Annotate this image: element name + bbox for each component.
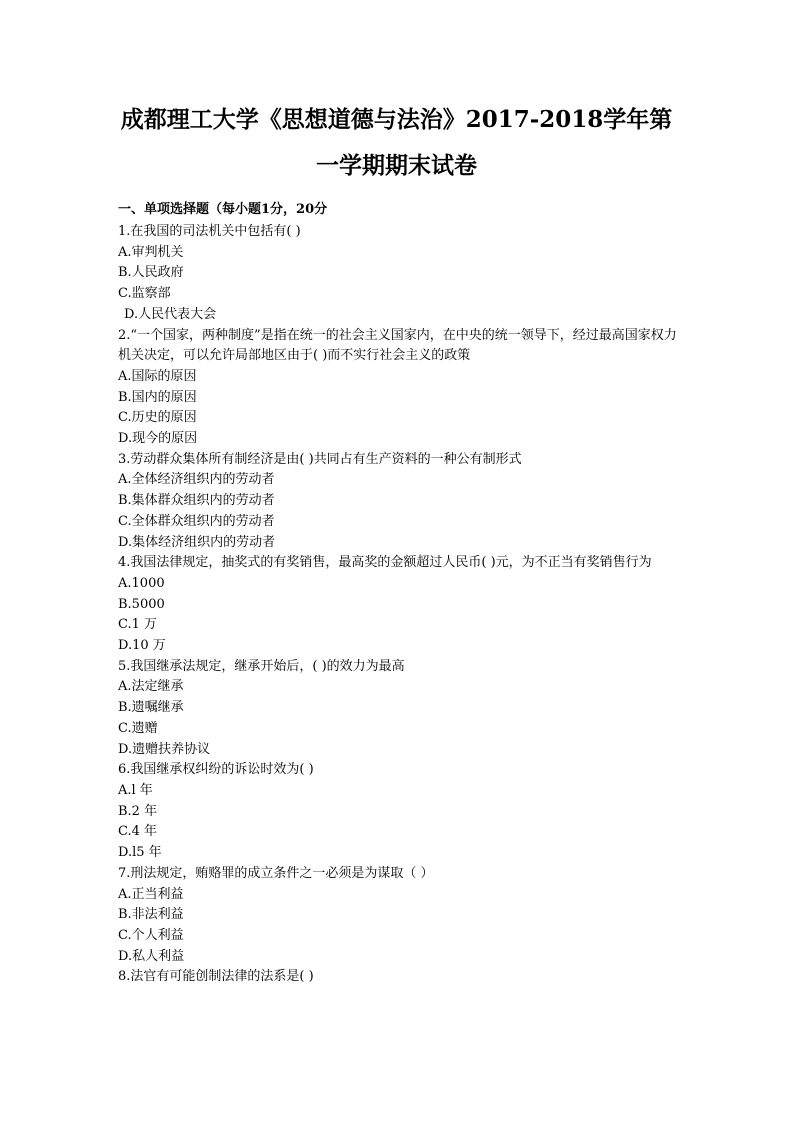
question-7-option-d: D.私人利益 [118,948,185,964]
title-line-1: 成都理工大学《思想道德与法治》2017-2018学年第 [120,106,673,133]
question-5-option-d: D.遗赠扶养协议 [118,741,211,757]
question-2-option-b: B.国内的原因 [118,389,197,405]
question-4-option-d: D.10 万 [118,638,166,654]
question-2-option-d: D.现今的原因 [118,431,198,447]
question-8-text: 8.法官有可能创制法律的法系是( ) [118,969,314,985]
question-4-text: 4.我国法律规定，抽奖式的有奖销售，最高奖的金额超过人民币( )元，为不正当有奖销售行为 [118,555,652,571]
question-5-option-a: A.法定继承 [118,679,184,695]
question-3-option-d: D.集体经济组织内的劳动者 [118,534,276,550]
question-3-text: 3.劳动群众集体所有制经济是由( )共同占有生产资料的一种公有制形式 [118,451,522,467]
question-3-option-b: B.集体群众组织内的劳动者 [118,493,275,509]
question-7-text: 7.刑法规定，贿赂罪的成立条件之一必须是为谋取（ ） [118,865,434,881]
question-4-option-a: A.1000 [118,575,165,591]
question-2-option-c: C.历史的原因 [118,410,197,426]
question-6-option-a: A.l 年 [118,782,153,798]
document-title [100,97,693,189]
title-line-2: 一学期期末试卷 [316,152,477,179]
question-4-option-b: B.5000 [118,596,165,612]
question-3-option-a: A.全体经济组织内的劳动者 [118,472,275,488]
question-5-option-b: B.遗嘱继承 [118,700,184,716]
question-1-text: 1.在我国的司法机关中包括有( ) [118,224,301,239]
section-heading-single-choice: 一、单项选择题（每小题1分，20分 [118,202,328,217]
question-7-option-c: C.个人利益 [118,927,184,943]
question-6-option-b: B.2 年 [118,803,158,819]
question-3-option-c: C.全体群众组织内的劳动者 [118,513,275,529]
question-1-option-a: A.审判机关 [118,244,184,260]
question-2-text: 2.“一个国家，两种制度”是指在统一的社会主义国家内，在中央的统一领导下，经过最高国家权力机关决定，可以允许局部地区由于( )而不实行社会主义的政策 [118,327,677,364]
question-1-option-d: D.人民代表大会 [124,306,217,322]
question-1-option-b: B.人民政府 [118,265,184,281]
question-7-option-a: A.正当利益 [118,886,184,902]
question-5-option-c: C.遗赠 [118,720,158,736]
question-4-option-c: C.1 万 [118,617,158,633]
question-5-text: 5.我国继承法规定，继承开始后，( )的效力为最高 [118,658,405,674]
question-6-text: 6.我国继承权纠纷的诉讼时效为( ) [118,762,314,778]
question-6-option-d: D.l5 年 [118,845,162,861]
question-1-option-c: C.监察部 [118,286,171,302]
question-6-option-c: C.4 年 [118,824,158,840]
question-2-option-a: A.国际的原因 [118,368,197,384]
question-list [118,222,678,988]
question-7-option-b: B.非法利益 [118,907,184,923]
